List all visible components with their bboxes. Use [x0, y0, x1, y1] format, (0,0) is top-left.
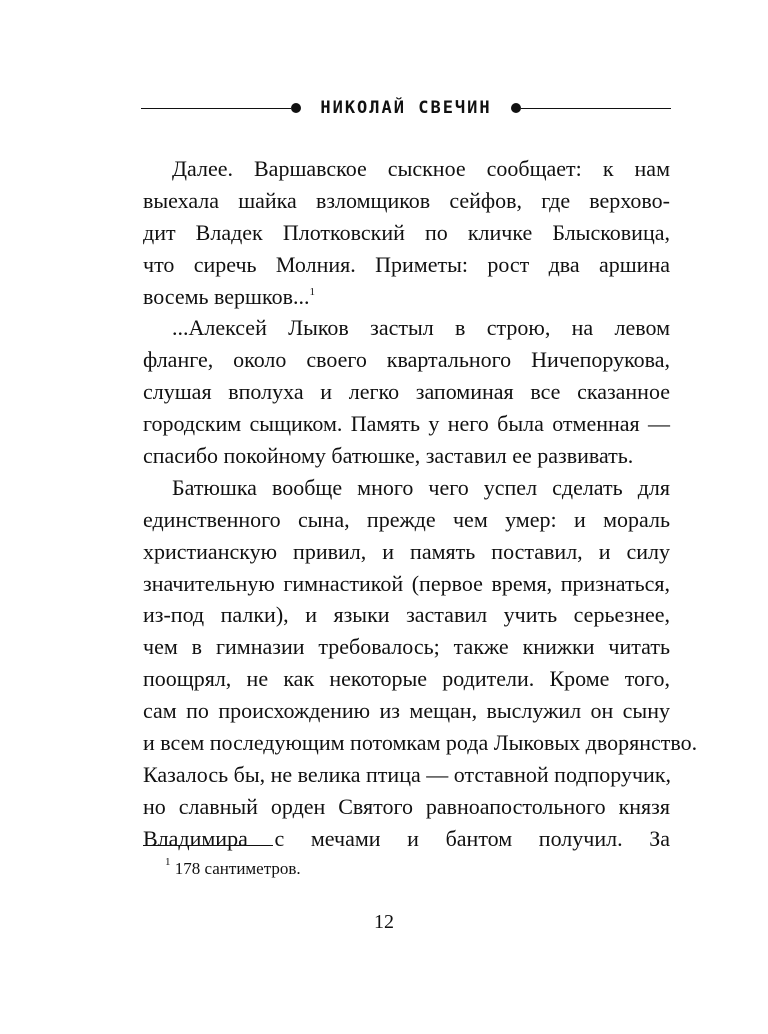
text-line: фланге, около своего квартального Ничепорукова,: [143, 347, 670, 373]
text-line: Батюшка вообще много чего успел сделать для: [172, 474, 670, 500]
footnote-text: 178 сантиметров.: [174, 859, 301, 878]
text-line: и всем последующим потомкам рода Лыковых дворянство.: [143, 730, 698, 756]
page-number: 12: [374, 911, 394, 933]
text-line: Далее. Варшавское сыскное сообщает: к нам: [172, 156, 670, 181]
text-line-content: восемь вершков...: [143, 283, 310, 309]
text-line: что сиречь Молния. Приметы: рост два аршина: [143, 251, 670, 277]
text-line: чем в гимназии требовалось; также книжки читать: [143, 634, 670, 660]
header-bullet-right: [511, 103, 521, 113]
text-line: христианскую привил, и память поставил, и силу: [143, 538, 670, 564]
header-author: НИКОЛАЙ СВЕЧИН: [320, 98, 492, 118]
body-text: [143, 153, 698, 855]
text-line: сам по происхождению из мещан, выслужил он сыну: [143, 698, 670, 724]
text-line: слушая вполуха и легко запоминая все сказанное: [143, 379, 670, 405]
text-line: городским сыщиком. Память у него была отменная —: [143, 411, 670, 437]
footnote-marker: 1: [165, 856, 171, 868]
text-line: единственного сына, прежде чем умер: и мораль: [143, 506, 670, 532]
footnote-reference[interactable]: 1: [309, 285, 315, 298]
text-line: но славный орден Святого равноапостольного князя: [143, 793, 670, 819]
running-header: [141, 98, 671, 118]
text-line: ...Алексей Лыков застыл в строю, на левом: [172, 315, 670, 341]
text-line: значительную гимнастикой (первое время, признаться,: [143, 570, 670, 596]
text-line: спасибо покойному батюшке, заставил ее развивать.: [143, 443, 634, 469]
header-rule-right: [521, 108, 671, 109]
text-line: [143, 281, 670, 313]
text-line: Казалось бы, не велика птица — отставной подпоручик,: [143, 761, 672, 787]
text-line: из-под палки), и языки заставил учить серьезнее,: [143, 602, 670, 628]
text-line: Владимира с мечами и бантом получил. За: [143, 825, 670, 851]
text-line: дит Владек Плотковский по кличке Блысковица,: [143, 219, 670, 245]
text-line: выехала шайка взломщиков сейфов, где верхово-: [143, 187, 670, 213]
text-line: поощрял, не как некоторые родители. Кроме того,: [143, 666, 670, 692]
footnote-separator: [143, 845, 273, 846]
footnote: [165, 858, 301, 880]
